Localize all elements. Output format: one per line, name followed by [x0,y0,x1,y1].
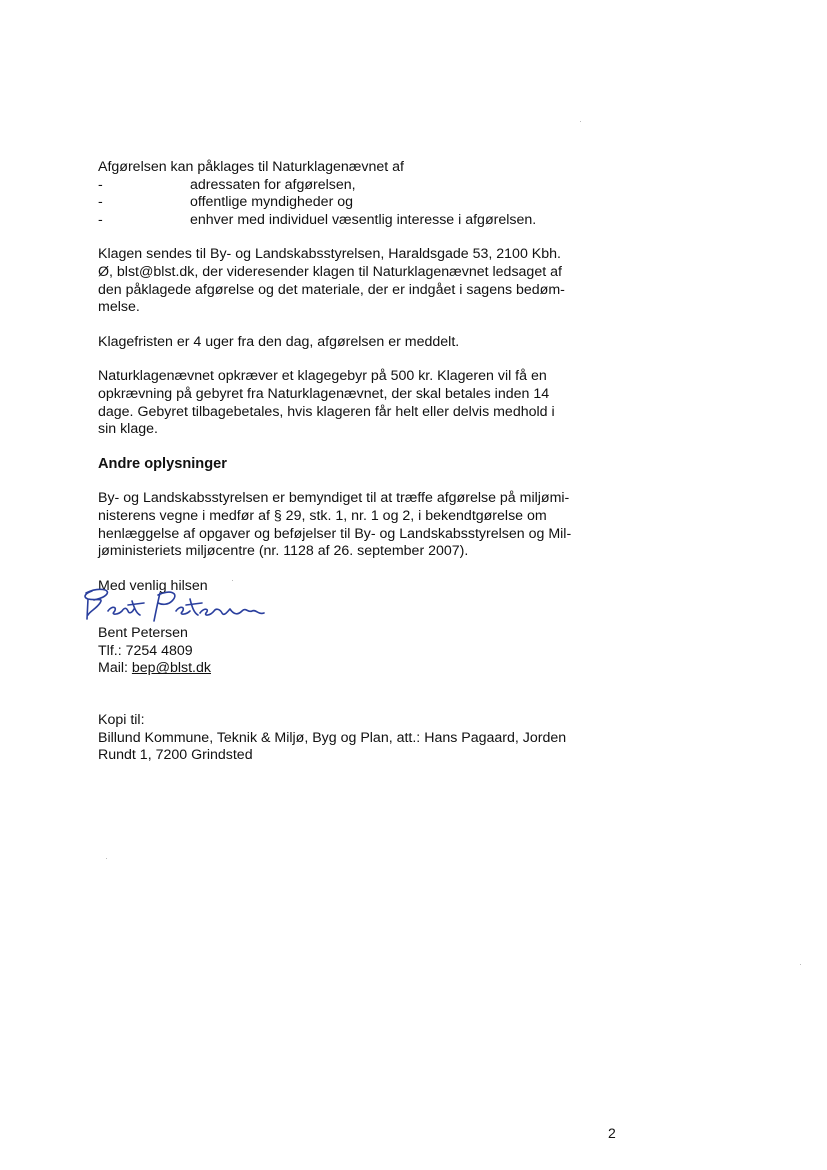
phone-line: Tlf.: 7254 4809 [98,642,193,659]
email-link[interactable]: bep@blst.dk [131,660,211,677]
scan-speck [106,858,107,859]
text-line: Rundt 1, 7200 Grindsted [98,747,253,764]
handwritten-signature [78,581,268,631]
text-line: sin klage. [98,421,158,438]
text-line: henlæggelse af opgaver og beføjelser til By- og Landskabsstyrelsen og Mil- [98,525,572,542]
text-line: jøministeriets miljøcentre (nr. 1128 af 26. september 2007). [98,543,469,560]
text-line: Naturklagenævnet opkræver et klagegebyr på 500 kr. Klageren vil få en [98,368,547,385]
list-dash: - [98,211,103,228]
list-text: adressaten for afgørelsen, [190,176,356,193]
text-line: Klagen sendes til By- og Landskabsstyrelsen, Haraldsgade 53, 2100 Kbh. [98,246,561,263]
text-line: den påklagede afgørelse og det materiale, der er indgået i sagens bedøm- [98,281,565,298]
copy-label: Kopi til: [98,712,145,729]
letter-body [98,159,618,765]
scan-speck [232,580,233,581]
appeal-section [98,159,618,229]
text-line: Ø, blst@blst.dk, der videresender klagen til Naturklagenævnet ledsaget af [98,263,562,280]
greeting: Med venlig hilsen [98,577,208,594]
page-number: 2 [608,1125,616,1141]
copy-section [98,712,618,765]
list-dash: - [98,176,103,193]
text-line: nisterens vegne i medfør af § 29, stk. 1, nr. 1 og 2, i bekendtgørelse om [98,507,547,524]
scan-speck [800,964,801,965]
text-line: melse. [98,299,140,316]
appeal-list-item [98,177,618,195]
list-text: enhver med individuel væsentlig interesse i afgørelsen. [190,211,537,228]
mail-line [98,660,618,678]
list-text: offentlige myndigheder og [190,194,354,211]
text-line: Klagefristen er 4 uger fra den dag, afgørelsen er meddelt. [98,333,460,350]
section-heading: Andre oplysninger [98,455,227,472]
text-line: opkrævning på gebyret fra Naturklagenævnet, der skal betales inden 14 [98,385,550,402]
closing-section [98,578,618,678]
scan-speck [580,121,581,122]
mail-label: Mail: [98,660,132,677]
signature-area [98,595,618,625]
list-dash: - [98,194,103,211]
signer-name: Bent Petersen [98,625,188,642]
fee-paragraph [98,368,618,438]
send-paragraph [98,246,618,316]
appeal-list-item [98,212,618,230]
appeal-list-item [98,194,618,212]
text-line: By- og Landskabsstyrelsen er bemyndiget til at træffe afgørelse på miljømi- [98,490,570,507]
text-line: dage. Gebyret tilbagebetales, hvis klageren får helt eller delvis medhold i [98,403,555,420]
other-info-section [98,456,618,561]
deadline-paragraph [98,334,618,352]
text-line: Billund Kommune, Teknik & Miljø, Byg og Plan, att.: Hans Pagaard, Jorden [98,729,567,746]
appeal-intro: Afgørelsen kan påklages til Naturklagenævnet af [98,159,404,175]
